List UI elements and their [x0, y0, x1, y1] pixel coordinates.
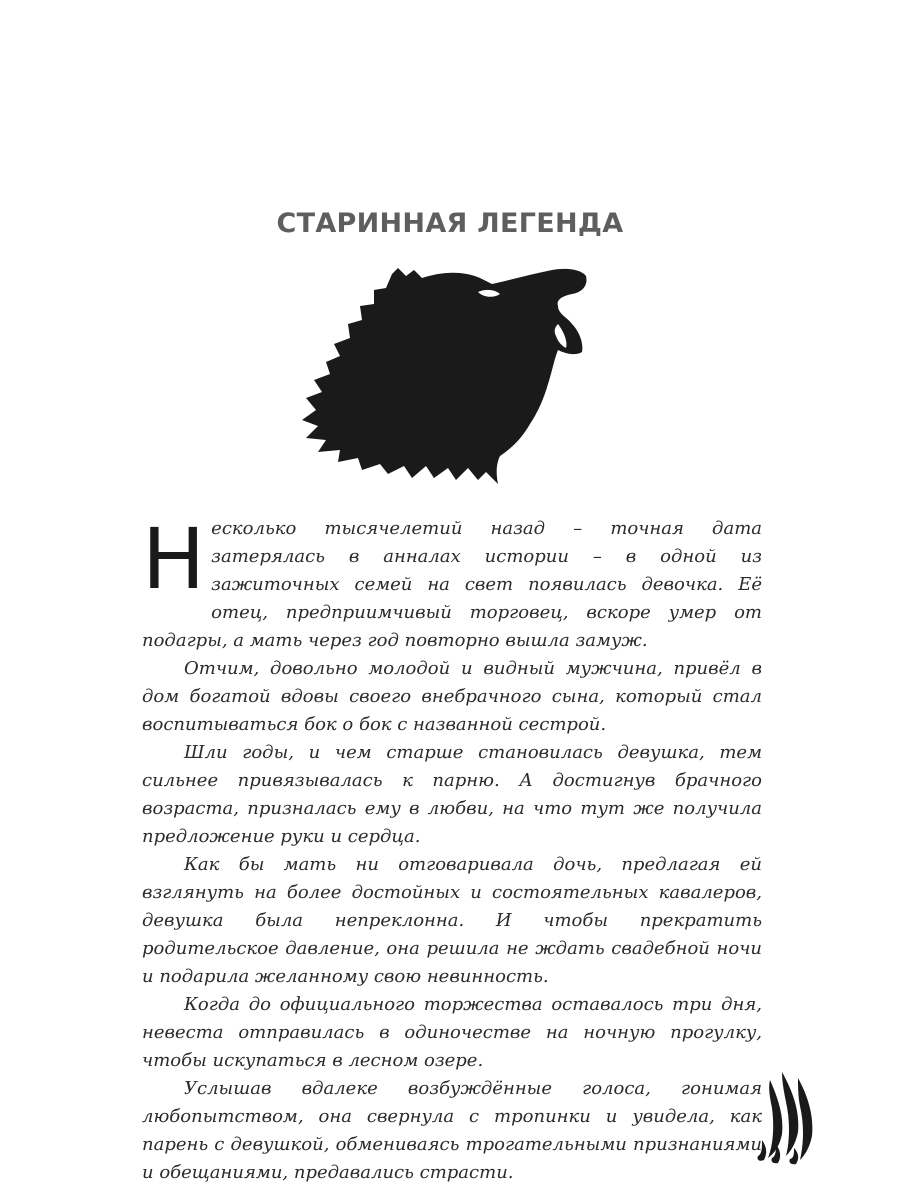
- paragraph-1: [142, 510, 762, 655]
- paragraph-5: Когда до официального торжества оставалось три дня, невеста отправилась в одиночестве на ночную прогулку, чтобы искупаться в лесном озере.: [142, 994, 762, 1071]
- paragraph-text: есколько тысячелетий назад – точная дата затерялась в анналах истории – в одной из зажиточных семей на свет появилась девочка. Её отец, предприимчивый торговец, вскоре умер от подагры, а мать через год повторно вышла замуж.: [142, 518, 762, 651]
- wolf-head-howling-icon: [300, 262, 600, 490]
- paragraph-2: Отчим, довольно молодой и видный мужчина, привёл в дом богатой вдовы своего внебрачного сына, который стал воспитываться бок о бок с названной сестрой.: [142, 658, 762, 735]
- claw-marks-icon: [752, 1070, 822, 1165]
- paragraph-6: Услышав вдалеке возбуждённые голоса, гонимая любопытством, она свернула с тропинки и увидела, как парень с девушкой, обмениваясь трогательными признаниями и обещаниями, предавались страсти.: [142, 1078, 762, 1183]
- chapter-title: СТАРИННАЯ ЛЕГЕНДА: [276, 208, 624, 239]
- drop-cap: Н: [142, 510, 206, 608]
- paragraph-4: Как бы мать ни отговаривала дочь, предлагая ей взглянуть на более достойных и состоятельных кавалеров, девушка была непреклонна. И чтобы прекратить родительское давление, она решила не ждать свадебной ночи и подарила желанному свою невинность.: [142, 854, 762, 987]
- story-text: [142, 510, 762, 1187]
- paragraph-3: Шли годы, и чем старше становилась девушка, тем сильнее привязывалась к парню. А достигнув брачного возраста, призналась ему в любви, на что тут же получила предложение руки и сердца.: [142, 742, 762, 847]
